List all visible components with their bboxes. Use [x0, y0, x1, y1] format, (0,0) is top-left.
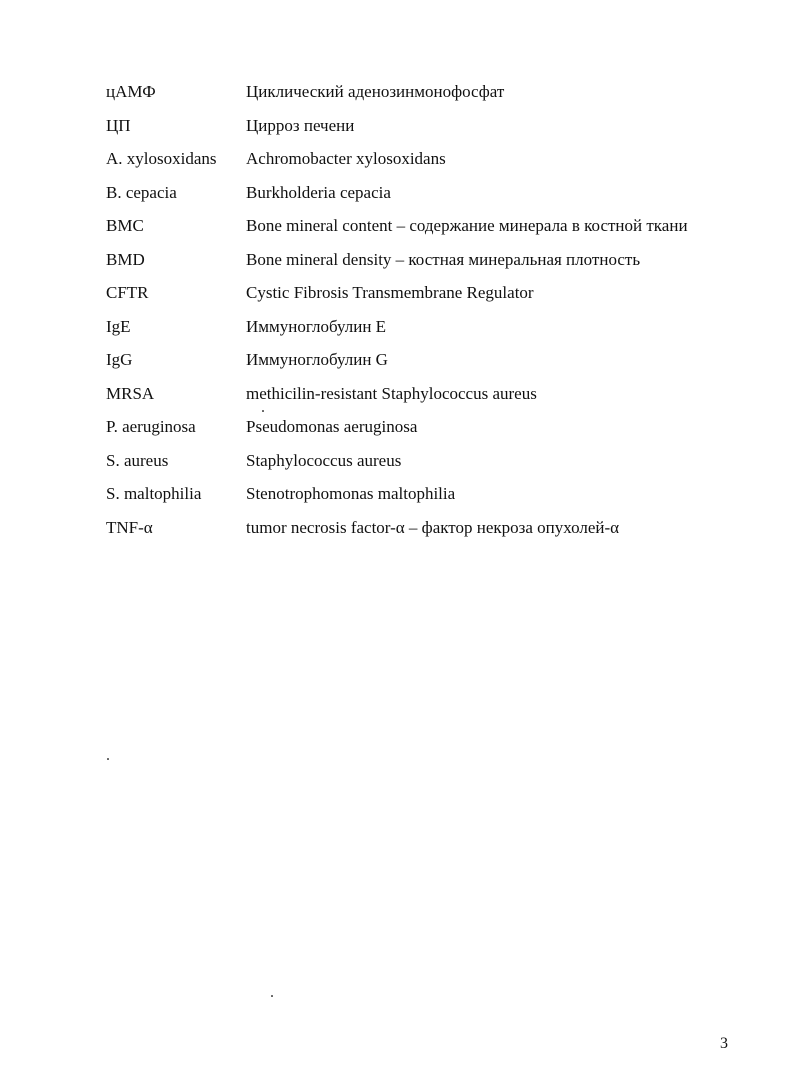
list-item: [106, 477, 726, 511]
abbreviation: IgG: [106, 350, 133, 369]
list-item: [106, 444, 726, 478]
scan-speck: [107, 758, 109, 760]
list-item: [106, 310, 726, 344]
list-item: [106, 109, 726, 143]
scan-speck: [271, 995, 273, 997]
abbreviation: CFTR: [106, 283, 149, 302]
list-item: [106, 243, 726, 277]
definition: Achromobacter xylosoxidans: [246, 149, 446, 168]
list-item: [106, 410, 726, 444]
abbreviation: A. xylosoxidans: [106, 149, 217, 168]
page-number: 3: [720, 1035, 728, 1052]
list-item: [106, 343, 726, 377]
list-item: [106, 276, 726, 310]
abbreviation: цАМФ: [106, 82, 156, 101]
abbreviation: S. aureus: [106, 450, 169, 470]
abbreviation: MRSA: [106, 383, 155, 403]
abbreviation: IgE: [106, 316, 131, 336]
list-item: [106, 209, 726, 243]
definition: Цирроз печени: [246, 115, 355, 135]
definition: Иммуноглобулин E: [246, 316, 387, 336]
definition: Burkholderia cepacia: [246, 182, 391, 202]
list-item: [106, 75, 726, 109]
abbreviation: BMC: [106, 216, 144, 235]
definition: methicilin-resistant Staphylococcus aureus: [246, 383, 537, 403]
abbreviation-list: [106, 75, 726, 544]
definition: Bone mineral density – костная минеральная плотность: [246, 249, 641, 269]
definition: Иммуноглобулин G: [246, 350, 388, 369]
list-item: [106, 142, 726, 176]
definition: Staphylococcus aureus: [246, 450, 402, 470]
list-item: [106, 176, 726, 210]
abbreviation: ЦП: [106, 115, 131, 135]
list-item: [106, 511, 726, 545]
definition: Stenotrophomonas maltophilia: [246, 484, 456, 503]
definition: Bone mineral content – содержание минерала в костной ткани: [246, 216, 688, 235]
abbreviation: S. maltophilia: [106, 484, 202, 503]
scan-speck: [262, 410, 264, 412]
definition: tumor necrosis factor-α – фактор некроза опухолей-α: [246, 517, 620, 537]
abbreviation: BMD: [106, 249, 145, 269]
definition: Pseudomonas aeruginosa: [246, 417, 418, 436]
definition: Cystic Fibrosis Transmembrane Regulator: [246, 283, 534, 302]
list-item: [106, 377, 726, 411]
abbreviation: P. aeruginosa: [106, 417, 196, 436]
definition: Циклический аденозинмонофосфат: [246, 82, 505, 101]
abbreviation: TNF-α: [106, 517, 153, 537]
abbreviation: B. cepacia: [106, 182, 177, 202]
